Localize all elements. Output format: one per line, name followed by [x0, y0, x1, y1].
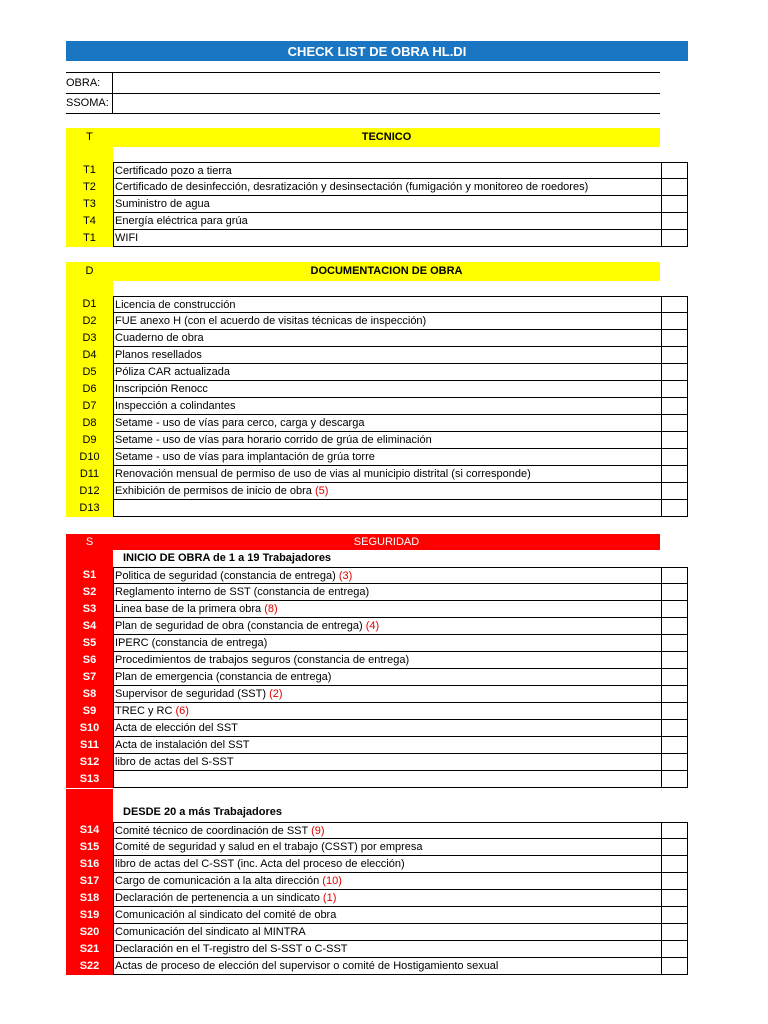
item-code: S20: [66, 924, 113, 941]
item-checkbox[interactable]: [660, 635, 688, 652]
item-note: (9): [311, 825, 325, 837]
item-checkbox[interactable]: [660, 567, 688, 584]
item-checkbox[interactable]: [660, 330, 688, 347]
checklist-row: [66, 296, 688, 313]
item-checkbox[interactable]: [660, 483, 688, 500]
item-label: Energía eléctrica para grúa: [115, 215, 248, 227]
item-code: S13: [66, 771, 113, 788]
item-label: TREC y RC: [115, 705, 173, 717]
item-code: D8: [66, 415, 113, 432]
item-label: Actas de proceso de elección del supervisor o comité de Hostigamiento sexual: [115, 960, 499, 972]
item-code: D9: [66, 432, 113, 449]
checklist-row: [66, 754, 688, 771]
item-text: [113, 313, 662, 330]
obra-label: OBRA:: [66, 73, 113, 93]
item-checkbox[interactable]: [660, 703, 688, 720]
item-code: S4: [66, 618, 113, 635]
item-code: D6: [66, 381, 113, 398]
item-code: S7: [66, 669, 113, 686]
item-text: [113, 618, 662, 635]
item-text: [113, 839, 662, 856]
item-text: [113, 754, 662, 771]
checklist-row: [66, 890, 688, 907]
item-code: T1: [66, 230, 113, 247]
item-checkbox[interactable]: [660, 856, 688, 873]
checklist-row: [66, 652, 688, 669]
item-checkbox[interactable]: [660, 196, 688, 213]
item-label: IPERC (constancia de entrega): [115, 637, 268, 649]
checklist-row: [66, 500, 688, 517]
item-code: S9: [66, 703, 113, 720]
item-checkbox[interactable]: [660, 754, 688, 771]
item-note: (1): [322, 892, 337, 904]
item-code: S15: [66, 839, 113, 856]
item-checkbox[interactable]: [660, 432, 688, 449]
item-checkbox[interactable]: [660, 364, 688, 381]
item-text: [113, 958, 662, 975]
checklist-row: [66, 873, 688, 890]
checklist-row: [66, 907, 688, 924]
item-text: [113, 432, 662, 449]
section-code: D: [85, 265, 94, 277]
item-label: Supervisor de seguridad (SST): [115, 688, 267, 700]
item-code: D1: [66, 296, 113, 313]
item-text: [113, 500, 662, 517]
item-label: Exhibición de permisos de inicio de obra: [115, 485, 312, 497]
item-checkbox[interactable]: [660, 381, 688, 398]
item-checkbox[interactable]: [660, 686, 688, 703]
checklist-row: [66, 398, 688, 415]
item-code: S5: [66, 635, 113, 652]
item-text: [113, 652, 662, 669]
item-label: WIFI: [115, 232, 139, 244]
item-label: Comunicación del sindicato al MINTRA: [115, 926, 306, 938]
checklist-row: [66, 381, 688, 398]
checklist-row: [66, 483, 688, 500]
section-name: TECNICO: [361, 131, 412, 143]
item-label: Póliza CAR actualizada: [115, 366, 230, 378]
item-checkbox[interactable]: [660, 601, 688, 618]
item-checkbox[interactable]: [660, 941, 688, 958]
item-text: [113, 584, 662, 601]
item-code: S8: [66, 686, 113, 703]
item-note: (5): [314, 485, 329, 497]
section-spacer: [66, 281, 660, 296]
checklist-row: [66, 737, 688, 754]
item-text: [113, 230, 662, 247]
item-note: (6): [175, 705, 189, 717]
item-label: Comité de seguridad y salud en el trabajo (CSST) por empresa: [115, 841, 423, 853]
item-checkbox[interactable]: [660, 720, 688, 737]
checklist-row: [66, 567, 688, 584]
item-text: [113, 822, 662, 839]
item-note: (8): [264, 603, 278, 615]
item-checkbox[interactable]: [660, 822, 688, 839]
item-label: Cargo de comunicación a la alta dirección: [115, 875, 320, 887]
item-checkbox[interactable]: [660, 958, 688, 975]
item-label: Acta de elección del SST: [115, 722, 238, 734]
item-checkbox[interactable]: [660, 584, 688, 601]
item-checkbox[interactable]: [660, 839, 688, 856]
ssoma-label: SSOMA:: [66, 93, 113, 113]
item-text: [113, 635, 662, 652]
item-text: [113, 941, 662, 958]
item-code: D5: [66, 364, 113, 381]
checklist-row: [66, 330, 688, 347]
item-text: [113, 466, 662, 483]
item-code: S21: [66, 941, 113, 958]
item-text: [113, 669, 662, 686]
item-checkbox[interactable]: [660, 296, 688, 313]
checklist-row: [66, 958, 688, 975]
item-checkbox[interactable]: [660, 466, 688, 483]
item-code: S1: [66, 567, 113, 584]
item-label: Setame - uso de vías para cerco, carga y descarga: [115, 417, 365, 429]
item-checkbox[interactable]: [660, 313, 688, 330]
item-text: [113, 771, 662, 788]
checklist-row: [66, 703, 688, 720]
item-label: Licencia de construcción: [115, 299, 236, 311]
checklist-row: [66, 618, 688, 635]
item-label: Suministro de agua: [115, 198, 210, 210]
page-title: CHECK LIST DE OBRA HL.DI: [66, 41, 688, 61]
item-note: (2): [269, 688, 283, 700]
item-label: Setame - uso de vías para horario corrido de grúa de eliminación: [115, 434, 432, 446]
item-label: Declaración en el T-registro del S-SST o C-SST: [115, 943, 348, 955]
item-code: S11: [66, 737, 113, 754]
section-code: T: [86, 131, 93, 143]
checklist-row: [66, 466, 688, 483]
item-text: [113, 737, 662, 754]
item-label: libro de actas del C-SST (inc. Acta del proceso de elección): [115, 858, 405, 870]
section-header-documentacion: [66, 262, 660, 281]
item-text: [113, 449, 662, 466]
item-code: S16: [66, 856, 113, 873]
item-checkbox[interactable]: [660, 213, 688, 230]
item-code: S10: [66, 720, 113, 737]
item-code: D10: [66, 449, 113, 466]
item-text: [113, 924, 662, 941]
item-label: libro de actas del S-SST: [115, 756, 234, 768]
checklist-row: [66, 347, 688, 364]
item-code: D3: [66, 330, 113, 347]
item-label: Inscripción Renocc: [115, 383, 208, 395]
checklist-row: [66, 941, 688, 958]
item-label: Declaración de pertenencia a un sindicato: [115, 892, 320, 904]
checklist-row: [66, 924, 688, 941]
item-text: [113, 364, 662, 381]
item-label: Certificado de desinfección, desratización y desinsectación (fumigación y monitoreo de roedores): [115, 181, 589, 193]
item-note: (3): [338, 570, 353, 582]
item-code: D11: [66, 466, 113, 483]
ssoma-field[interactable]: [66, 93, 660, 114]
item-checkbox[interactable]: [660, 924, 688, 941]
item-code: T2: [66, 179, 113, 196]
checklist-row: [66, 313, 688, 330]
subheading-desde: DESDE 20 a más Trabajadores: [123, 806, 282, 818]
item-checkbox[interactable]: [660, 669, 688, 686]
item-checkbox[interactable]: [660, 500, 688, 517]
item-text: [113, 196, 662, 213]
section-code-fill: [66, 147, 113, 162]
item-text: [113, 347, 662, 364]
checklist-row: [66, 162, 688, 179]
item-label: Setame - uso de vías para implantación de grúa torre: [115, 451, 375, 463]
item-checkbox[interactable]: [660, 347, 688, 364]
checklist-row: [66, 771, 688, 788]
item-text: [113, 415, 662, 432]
item-code: S18: [66, 890, 113, 907]
item-checkbox[interactable]: [660, 890, 688, 907]
item-label: Inspección a colindantes: [115, 400, 236, 412]
checklist-row: [66, 584, 688, 601]
item-label: Comunicación al sindicato del comité de obra: [115, 909, 337, 921]
item-label: Plan de seguridad de obra (constancia de entrega): [115, 620, 363, 632]
item-text: [113, 873, 662, 890]
item-text: [113, 720, 662, 737]
checklist-row: [66, 601, 688, 618]
item-checkbox[interactable]: [660, 162, 688, 179]
item-code: S12: [66, 754, 113, 771]
section-header-tecnico: [66, 128, 660, 147]
checklist-row: [66, 839, 688, 856]
item-label: Certificado pozo a tierra: [115, 165, 232, 177]
item-text: [113, 398, 662, 415]
checklist-row: [66, 669, 688, 686]
item-code: S19: [66, 907, 113, 924]
item-label: Comité técnico de coordinación de SST: [115, 825, 309, 837]
checklist-row: [66, 230, 688, 247]
checklist-row: [66, 449, 688, 466]
item-label: FUE anexo H (con el acuerdo de visitas técnicas de inspección): [115, 315, 427, 327]
item-text: [113, 703, 662, 720]
checklist-row: [66, 415, 688, 432]
item-text: [113, 567, 662, 584]
item-text: [113, 179, 662, 196]
item-note: (10): [322, 875, 342, 887]
item-code: S2: [66, 584, 113, 601]
item-code: S3: [66, 601, 113, 618]
item-checkbox[interactable]: [660, 230, 688, 247]
checklist-row: [66, 179, 688, 196]
item-code: T4: [66, 213, 113, 230]
item-code: S6: [66, 652, 113, 669]
item-code: S17: [66, 873, 113, 890]
item-checkbox[interactable]: [660, 398, 688, 415]
section-code-fill: [66, 281, 113, 296]
section-code: S: [85, 536, 94, 548]
item-label: Linea base de la primera obra: [115, 603, 262, 615]
checklist-row: [66, 856, 688, 873]
checklist-row: [66, 364, 688, 381]
item-checkbox[interactable]: [660, 449, 688, 466]
item-checkbox[interactable]: [660, 618, 688, 635]
item-checkbox[interactable]: [660, 907, 688, 924]
item-label: Cuaderno de obra: [115, 332, 204, 344]
section-name: SEGURIDAD: [353, 536, 420, 548]
item-checkbox[interactable]: [660, 771, 688, 788]
checklist-row: [66, 213, 688, 230]
item-label: Politica de seguridad (constancia de entrega): [115, 570, 336, 582]
checklist-row: [66, 686, 688, 703]
item-label: Acta de instalación del SST: [115, 739, 250, 751]
item-label: Reglamento interno de SST (constancia de entrega): [115, 586, 370, 598]
item-code: T3: [66, 196, 113, 213]
item-code: D4: [66, 347, 113, 364]
item-text: [113, 856, 662, 873]
checklist-row: [66, 196, 688, 213]
item-text: [113, 483, 662, 500]
checklist-row: [66, 635, 688, 652]
item-label: Procedimientos de trabajos seguros (constancia de entrega): [115, 654, 410, 666]
checklist-row: [66, 720, 688, 737]
item-text: [113, 162, 662, 179]
item-code: S22: [66, 958, 113, 975]
item-code: S14: [66, 822, 113, 839]
checklist-row: [66, 432, 688, 449]
item-text: [113, 330, 662, 347]
item-text: [113, 686, 662, 703]
item-text: [113, 381, 662, 398]
item-checkbox[interactable]: [660, 652, 688, 669]
item-text: [113, 890, 662, 907]
section-header-seguridad: [66, 534, 660, 550]
item-checkbox[interactable]: [660, 737, 688, 754]
item-checkbox[interactable]: [660, 179, 688, 196]
section-code-fill: [66, 550, 113, 567]
item-code: D7: [66, 398, 113, 415]
item-code: T1: [66, 162, 113, 179]
item-note: (4): [365, 620, 380, 632]
section-code-fill: [66, 789, 113, 822]
item-label: Planos resellados: [115, 349, 202, 361]
item-text: [113, 601, 662, 618]
section-spacer: [66, 147, 660, 162]
item-text: [113, 213, 662, 230]
item-text: [113, 296, 662, 313]
checklist-row: [66, 822, 688, 839]
item-label: Renovación mensual de permiso de uso de vias al municipio distrital (si corresponde): [115, 468, 531, 480]
section-name: DOCUMENTACION DE OBRA: [310, 265, 463, 277]
obra-field[interactable]: [66, 72, 660, 94]
item-code: D12: [66, 483, 113, 500]
item-code: D2: [66, 313, 113, 330]
item-code: D13: [66, 500, 113, 517]
item-checkbox[interactable]: [660, 873, 688, 890]
item-checkbox[interactable]: [660, 415, 688, 432]
item-text: [113, 907, 662, 924]
subheading-inicio: INICIO DE OBRA de 1 a 19 Trabajadores: [123, 552, 332, 564]
item-label: Plan de emergencia (constancia de entrega): [115, 671, 332, 683]
